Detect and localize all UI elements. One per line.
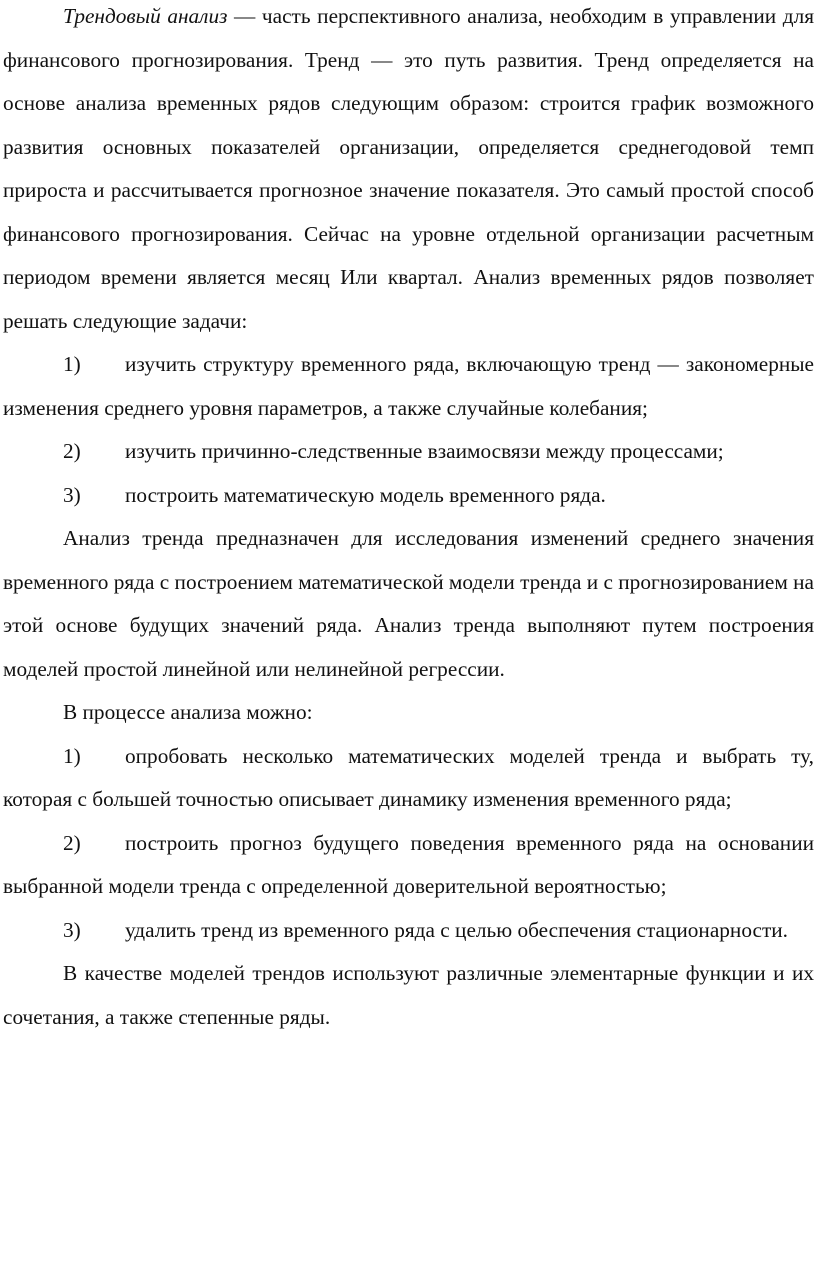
task-text: построить математическую модель временного ряда. bbox=[125, 482, 606, 507]
term-trend-analysis: Трендовый анализ bbox=[63, 4, 228, 28]
task-number: 3) bbox=[63, 482, 81, 507]
trend-paragraph: Анализ тренда предназначен для исследования изменений среднего значения временного ряда с построением математической модели тренда и с прогнозированием на этой основе будущих значений ряда. Анализ тренда выполняют путем построения моделей простой линейной или нелинейной регрессии. bbox=[3, 526, 814, 681]
task-item-2 bbox=[3, 430, 814, 474]
process-number: 1) bbox=[63, 743, 81, 768]
intro-paragraph bbox=[3, 0, 814, 343]
process-number: 3) bbox=[63, 917, 81, 942]
process-item-3 bbox=[3, 909, 814, 953]
process-item-1 bbox=[3, 735, 814, 822]
task-number: 1) bbox=[63, 352, 81, 376]
task-item-1 bbox=[3, 343, 814, 430]
process-number: 2) bbox=[63, 830, 81, 855]
process-text: опробовать несколько математических моделей тренда и выбрать ту, которая с большей точностью описывает динамику изменения временного ряда; bbox=[3, 743, 814, 811]
task-number: 2) bbox=[63, 439, 81, 463]
task-item-3 bbox=[3, 474, 814, 518]
process-item-2 bbox=[3, 822, 814, 909]
process-text: построить прогноз будущего поведения временного ряда на основании выбранной модели тренда с определенной доверительной вероятностью; bbox=[3, 830, 814, 898]
task-text: изучить структуру временного ряда, включающую тренд — закономерные изменения среднего уровня параметров, а также случайные колебания; bbox=[3, 352, 814, 420]
task-text: изучить причинно-следственные взаимосвязи между процессами; bbox=[125, 439, 724, 463]
closing-paragraph: В качестве моделей трендов используют различные элементарные функции и их сочетания, а также степенные ряды. bbox=[3, 961, 814, 1029]
intro-text: — часть перспективного анализа, необходим в управлении для финансового прогнозирования. Тренд — это путь развития. Тренд определяется на основе анализа временных рядов следующим образом: строится график возможного развития основных показателей организации, определяется среднегодовой темп прироста и рассчитывается прогнозное значение показателя. Это самый простой способ финансового прогнозирования. Сейчас на уровне отдельной организации расчетным периодом времени является месяц Или квартал. Анализ временных рядов позволяет решать следующие задачи: bbox=[3, 4, 814, 333]
process-intro: В процессе анализа можно: bbox=[63, 700, 313, 724]
process-text: удалить тренд из временного ряда с целью обеспечения стационарности. bbox=[125, 917, 788, 942]
